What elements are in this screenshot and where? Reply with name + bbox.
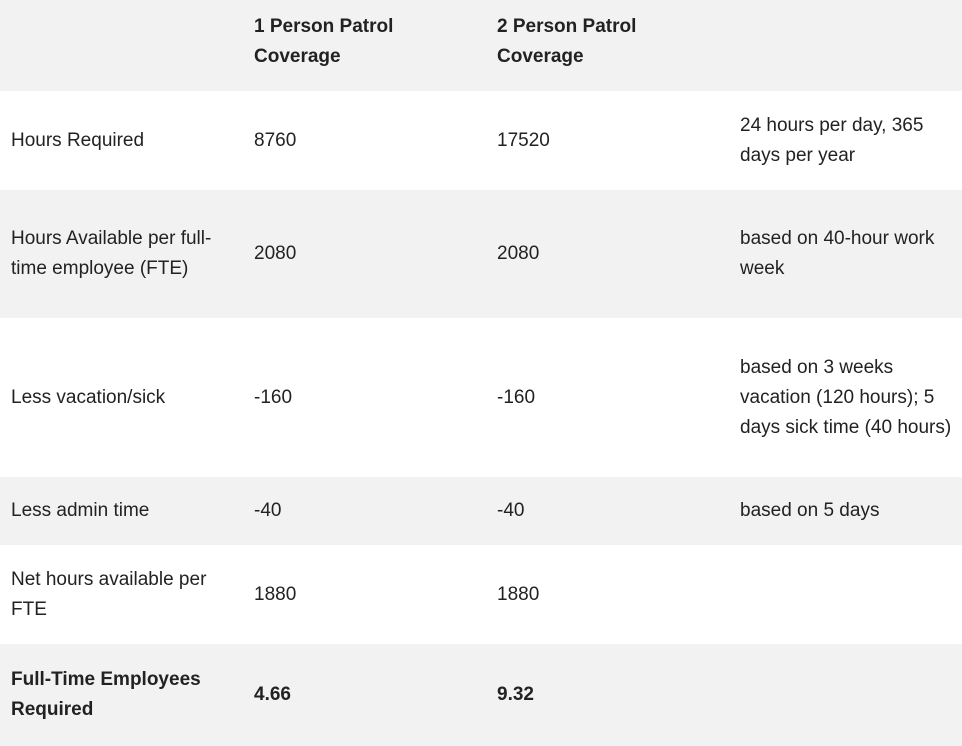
table-header-row xyxy=(0,0,962,91)
table-row-hours-required xyxy=(0,91,962,190)
one-person-value: -40 xyxy=(254,500,282,521)
table-row-admin-time xyxy=(0,477,962,545)
two-person-value: -40 xyxy=(497,500,525,521)
one-person-value: 2080 xyxy=(254,243,297,264)
two-person-value: 9.32 xyxy=(497,684,534,705)
two-person-value: -160 xyxy=(497,386,536,408)
table-row-fte-required xyxy=(0,644,962,746)
two-person-value: 2080 xyxy=(497,243,540,264)
row-note: based on 5 days xyxy=(740,500,880,521)
row-label: Less vacation/sick xyxy=(11,386,166,408)
table-row-vacation-sick xyxy=(0,318,962,477)
one-person-value: 8760 xyxy=(254,129,297,151)
table-row-net-hours xyxy=(0,545,962,644)
row-note: based on 40-hour work week xyxy=(740,228,935,279)
row-label: Less admin time xyxy=(11,500,150,521)
row-label: Full-Time Employees Required xyxy=(11,669,201,720)
row-label: Hours Available per full-time employee (FTE) xyxy=(11,228,212,279)
row-label: Hours Required xyxy=(11,129,145,151)
row-note: 24 hours per day, 365 days per year xyxy=(740,114,924,166)
row-label: Net hours available per FTE xyxy=(11,568,207,620)
one-person-value: 1880 xyxy=(254,583,297,605)
header-2-person-patrol: 2 Person Patrol Coverage xyxy=(497,16,637,67)
one-person-value: -160 xyxy=(254,386,293,408)
table-row-hours-available xyxy=(0,190,962,318)
one-person-value: 4.66 xyxy=(254,684,291,705)
two-person-value: 17520 xyxy=(497,129,550,151)
header-1-person-patrol: 1 Person Patrol Coverage xyxy=(254,16,394,67)
two-person-value: 1880 xyxy=(497,583,540,605)
row-note: based on 3 weeks vacation (120 hours); 5 days sick time (40 hours) xyxy=(740,356,952,438)
